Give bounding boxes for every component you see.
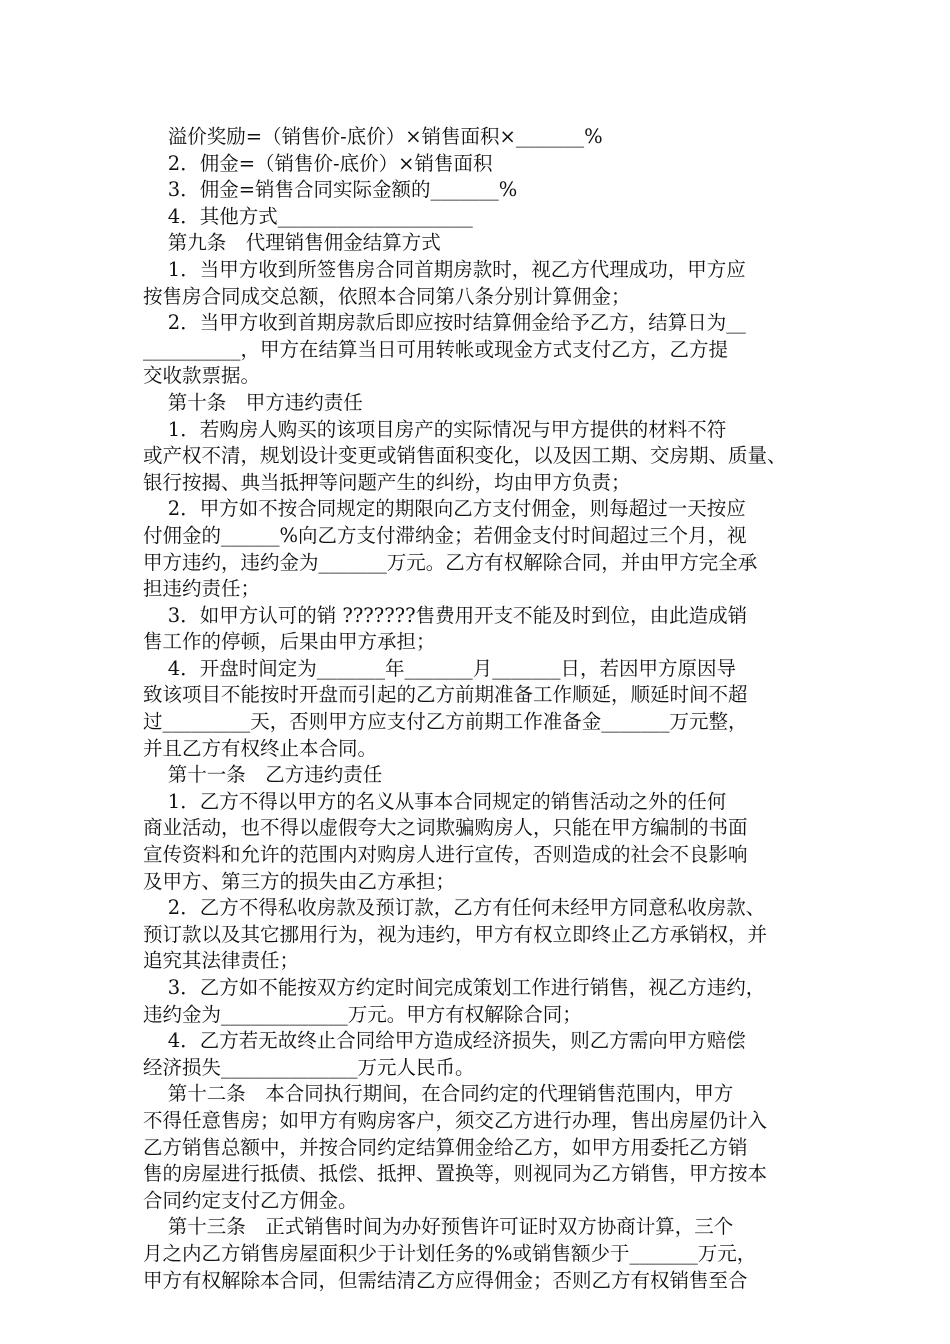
text-line: 售的房屋进行抵债、抵偿、抵押、置换等，则视同为乙方销售，甲方按本 — [143, 1162, 768, 1186]
text-line: 并且乙方有权终止本合同。 — [143, 736, 378, 760]
text-line: 1．当甲方收到所签售房合同首期房款时，视乙方代理成功，甲方应 — [143, 257, 746, 281]
text-line: 月之内乙方销售房屋面积少于计划任务的%或销售额少于_______万元， — [143, 1241, 757, 1265]
text-line: 溢价奖励=（销售价-底价）×销售面积×_______% — [143, 125, 603, 148]
text-line: 过_________天，否则甲方应支付乙方前期工作准备金_______万元整， — [143, 710, 748, 734]
text-line: 1．若购房人购买的该项目房产的实际情况与甲方提供的材料不符 — [143, 417, 727, 441]
text-line: 致该项目不能按时开盘而引起的乙方前期准备工作顺延，顺延时间不超 — [143, 683, 748, 707]
text-line: 付佣金的______%向乙方支付滞纳金；若佣金支付时间超过三个月，视 — [143, 523, 747, 547]
text-line: 4．其他方式____________________ — [143, 204, 473, 228]
text-line: 按售房合同成交总额，依照本合同第八条分别计算佣金； — [143, 284, 631, 308]
text-line: 2．乙方不得私收房款及预订款，乙方有任何未经甲方同意私收房款、 — [143, 896, 766, 920]
text-line: 乙方销售总额中，并按合同约定结算佣金给乙方，如甲方用委托乙方销 — [143, 1135, 748, 1159]
text-line: 经济损失______________万元人民币。 — [143, 1055, 475, 1079]
text-line: 4．开盘时间定为_______年_______月_______日，若因甲方原因导 — [143, 656, 736, 680]
text-line: 3．如甲方认可的销 ???????售费用开支不能及时到位，由此造成销 — [143, 603, 748, 627]
text-line: 第十二条 本合同执行期间，在合同约定的代理销售范围内，甲方 — [143, 1082, 734, 1106]
text-line: 第十三条 正式销售时间为办好预售许可证时双方协商计算，三个 — [143, 1215, 734, 1239]
text-line: 宣传资料和允许的范围内对购房人进行宣传，否则造成的社会不良影响 — [143, 843, 748, 867]
text-line: 交收款票据。 — [143, 364, 261, 388]
text-line: 1．乙方不得以甲方的名义从事本合同规定的销售活动之外的任何 — [143, 789, 727, 813]
text-line: 2．当甲方收到首期房款后即应按时结算佣金给予乙方，结算日为__ — [143, 311, 746, 335]
text-line: 2．佣金=（销售价-底价）×销售面积 — [143, 151, 493, 175]
text-line: __________，甲方在结算当日可用转帐或现金方式支付乙方，乙方提 — [143, 337, 729, 361]
text-line: 担违约责任； — [143, 577, 261, 601]
text-line: 售工作的停顿，后果由甲方承担； — [143, 630, 436, 654]
text-line: 甲方有权解除本合同，但需结清乙方应得佣金；否则乙方有权销售至合 — [143, 1268, 748, 1292]
text-line: 4．乙方若无故终止合同给甲方造成经济损失，则乙方需向甲方赔偿 — [143, 1029, 746, 1053]
text-line: 银行按揭、典当抵押等问题产生的纠纷，均由甲方负责； — [143, 470, 631, 494]
text-line: 或产权不清，规划设计变更或销售面积变化，以及因工期、交房期、质量、 — [143, 444, 787, 468]
text-line: 追究其法律责任； — [143, 949, 300, 973]
text-line: 3．佣金=销售合同实际金额的_______% — [143, 178, 518, 202]
text-line: 3．乙方如不能按双方约定时间完成策划工作进行销售，视乙方违约， — [143, 976, 766, 999]
text-line: 及甲方、第三方的损失由乙方承担； — [143, 869, 456, 893]
text-line: 第十条 甲方违约责任 — [143, 390, 363, 414]
text-line: 不得任意售房；如甲方有购房客户，须交乙方进行办理，售出房屋仍计入 — [143, 1108, 768, 1132]
text-line: 商业活动，也不得以虚假夸大之词欺骗购房人，只能在甲方编制的书面 — [143, 816, 748, 840]
text-line: 甲方违约，违约金为_______万元。乙方有权解除合同，并由甲方完全承 — [143, 550, 758, 574]
text-line: 2．甲方如不按合同规定的期限向乙方支付佣金，则每超过一天按应 — [143, 497, 746, 521]
contract-text — [143, 124, 813, 1294]
text-line: 第十一条 乙方违约责任 — [143, 763, 383, 787]
text-line: 预订款以及其它挪用行为，视为违约，甲方有权立即终止乙方承销权，并 — [143, 922, 768, 946]
text-line: 合同约定支付乙方佣金。 — [143, 1188, 358, 1212]
text-line: 违约金为_____________万元。甲方有权解除合同； — [143, 1002, 582, 1026]
text-line: 第九条 代理销售佣金结算方式 — [143, 231, 441, 255]
